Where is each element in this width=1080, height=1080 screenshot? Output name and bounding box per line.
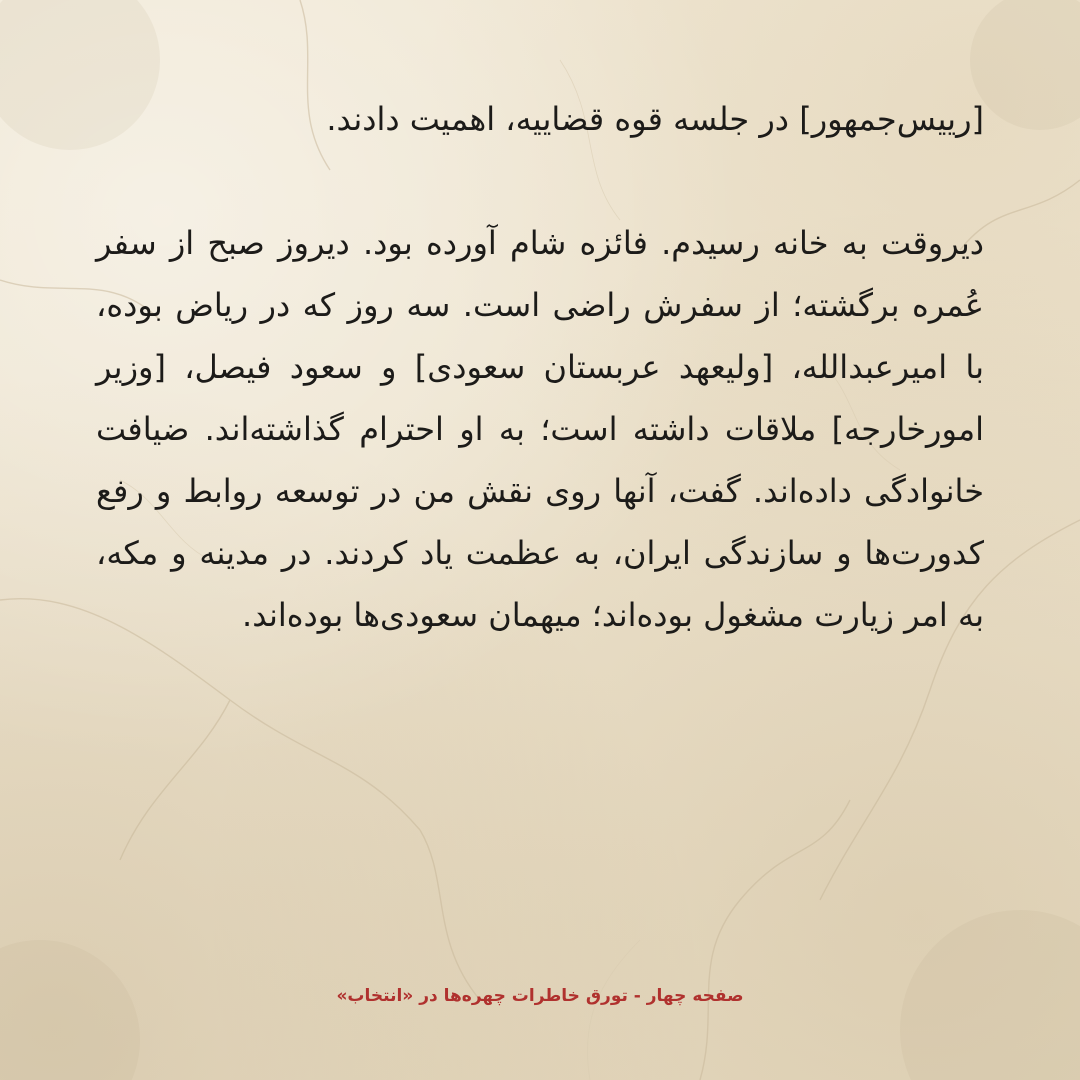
- diary-paragraph: دیروقت به خانه رسیدم. فائزه شام آورده بود. دیروز صبح از سفر عُمره برگشته؛ از سفرش راضی است. سه روز که در ریاض بوده، با امیرعبدالله، [ولیعهد عربستان سعودی] و سعود فیصل، [وزیر امورخارجه] ملاقات داشته است؛ به او احترام گذاشته‌اند. ضیافت خانوادگی داده‌اند. گفت، آنها روی نقش من در توسعه روابط و رفع کدورت‌ها و سازندگی ایران، به عظمت یاد کردند. در مدینه و مکه، به امر زیارت مشغول بوده‌اند؛ میهمان سعودی‌ها بوده‌اند.: [96, 224, 984, 634]
- diary-text: [96, 88, 984, 646]
- opening-line: [رییس‌جمهور] در جلسه قوه قضاییه، اهمیت دادند.: [326, 100, 984, 138]
- page-footer-caption: صفحه چهار - تورق خاطرات چهره‌ها در «انتخاب»: [336, 986, 744, 1006]
